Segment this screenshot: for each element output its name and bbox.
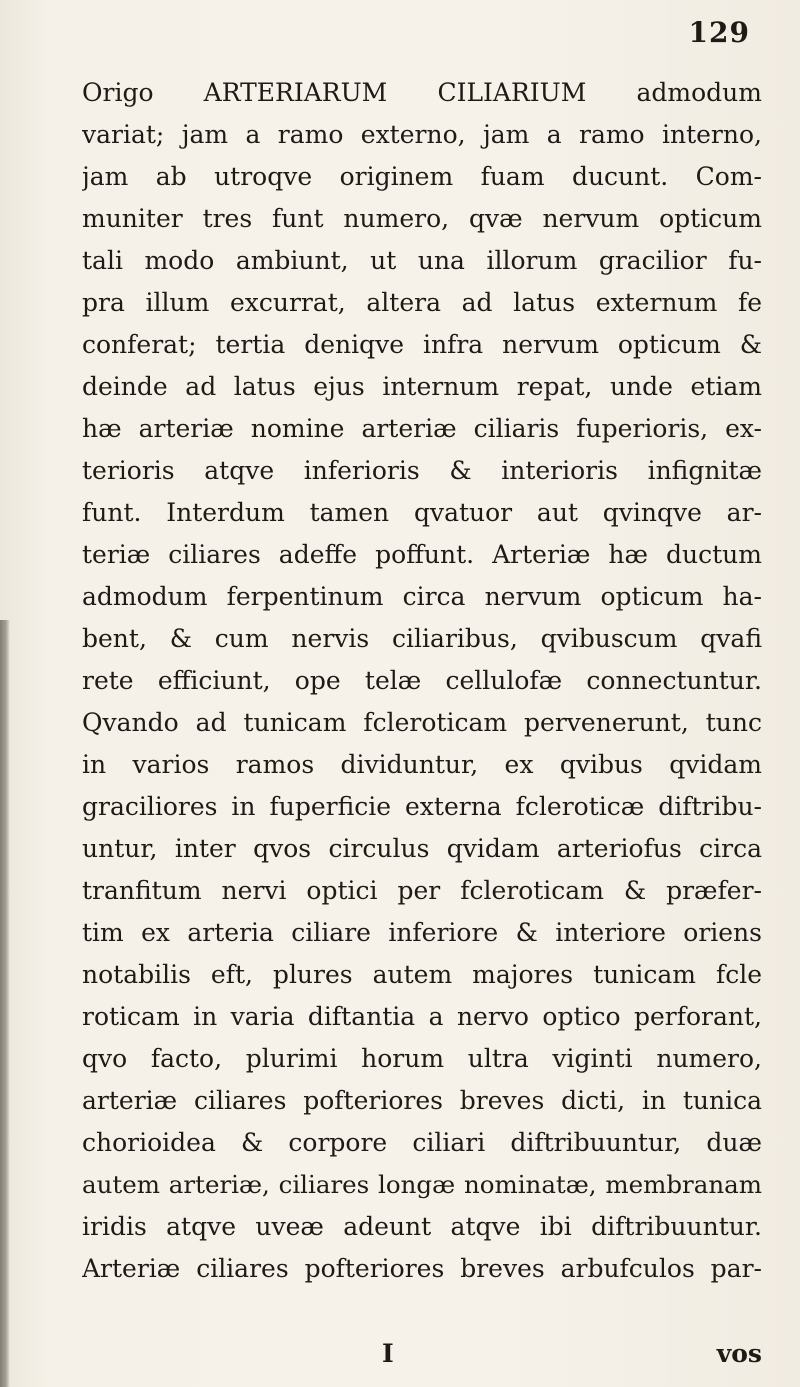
- text-line: funt. Interdum tamen qvatuor aut qvinqve ar-: [82, 498, 762, 527]
- binding-gutter: [0, 620, 10, 1387]
- text-line: rete efficiunt, ope telæ cellulofæ connectuntur.: [82, 666, 762, 695]
- text-line: Arteriæ ciliares pofteriores breves arbufculos par-: [82, 1254, 762, 1283]
- page-number: 129: [688, 16, 750, 49]
- text-line: Qvando ad tunicam fcleroticam pervenerunt, tunc: [82, 708, 762, 737]
- text-line: notabilis eft, plures autem majores tunicam fcle: [82, 960, 762, 989]
- text-line: autem arteriæ, ciliares longæ nominatæ, membranam: [82, 1170, 762, 1199]
- page-footer: [82, 1339, 762, 1379]
- text-line: hæ arteriæ nomine arteriæ ciliaris fuperioris, ex-: [82, 414, 762, 443]
- text-line: bent, & cum nervis ciliaribus, qvibuscum qvafi: [82, 624, 762, 653]
- text-line: terioris atqve inferioris & interioris infignitæ: [82, 456, 762, 485]
- body-text: [82, 72, 762, 1290]
- text-line: roticam in varia diftantia a nervo optico perforant,: [82, 1002, 762, 1031]
- catchword: vos: [716, 1339, 762, 1368]
- text-line: tranfitum nervi optici per fcleroticam & præfer-: [82, 876, 762, 905]
- text-line: pra illum excurrat, altera ad latus externum fe: [82, 288, 762, 317]
- text-line: iridis atqve uveæ adeunt atqve ibi diftribuuntur.: [82, 1212, 762, 1241]
- text-line: Origo ARTERIARUM CILIARIUM admodum: [82, 78, 762, 107]
- text-line: in varios ramos dividuntur, ex qvibus qvidam: [82, 750, 762, 779]
- text-line: variat; jam a ramo externo, jam a ramo interno,: [82, 120, 762, 149]
- text-line: tim ex arteria ciliare inferiore & interiore oriens: [82, 918, 762, 947]
- text-line: arteriæ ciliares pofteriores breves dicti, in tunica: [82, 1086, 762, 1115]
- text-line: graciliores in fuperficie externa fcleroticæ diftribu-: [82, 792, 762, 821]
- text-line: jam ab utroqve originem fuam ducunt. Com-: [82, 162, 762, 191]
- text-line: untur, inter qvos circulus qvidam arteriofus circa: [82, 834, 762, 863]
- text-line: teriæ ciliares adeffe poffunt. Arteriæ hæ ductum: [82, 540, 762, 569]
- text-line: conferat; tertia deniqve infra nervum opticum &: [82, 330, 762, 359]
- text-line: chorioidea & corpore ciliari diftribuuntur, duæ: [82, 1128, 762, 1157]
- text-line: qvo facto, plurimi horum ultra viginti numero,: [82, 1044, 762, 1073]
- text-line: deinde ad latus ejus internum repat, unde etiam: [82, 372, 762, 401]
- text-line: tali modo ambiunt, ut una illorum gracilior fu-: [82, 246, 762, 275]
- text-line: muniter tres funt numero, qvæ nervum opticum: [82, 204, 762, 233]
- text-line: admodum ferpentinum circa nervum opticum ha-: [82, 582, 762, 611]
- signature-mark: I: [382, 1339, 394, 1368]
